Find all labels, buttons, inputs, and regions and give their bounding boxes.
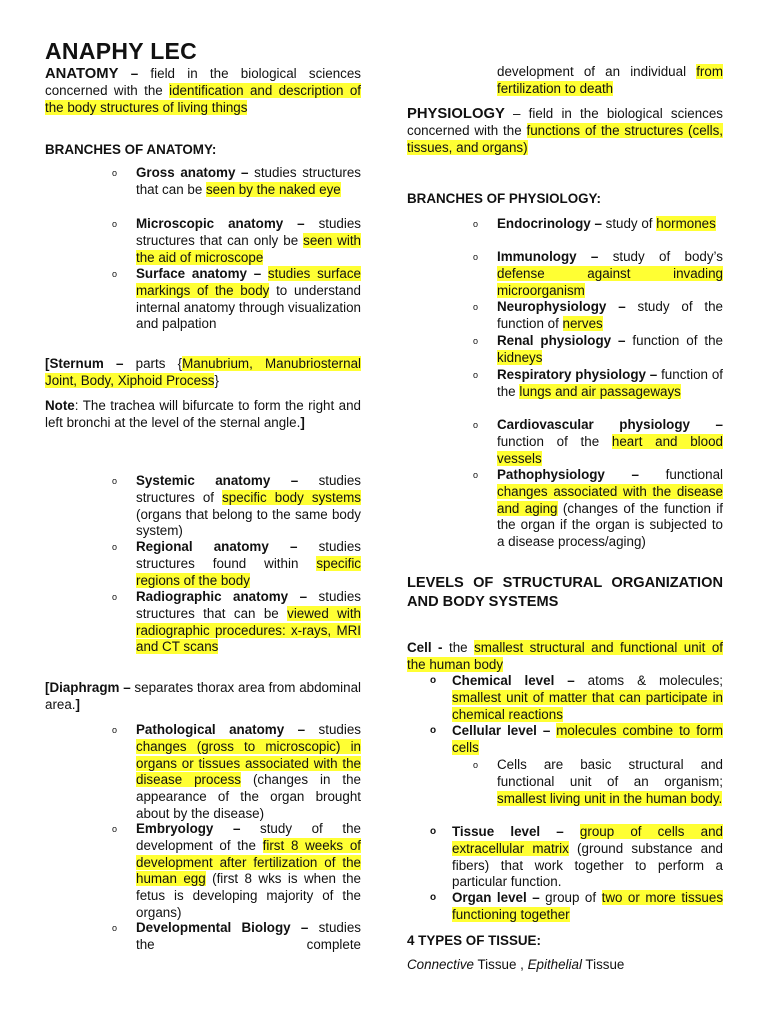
- list-item-chemical-level: [430, 673, 723, 723]
- bullet-icon: o: [112, 923, 118, 933]
- term: Renal physiology –: [497, 333, 626, 348]
- bracket: ]: [75, 696, 80, 712]
- levels-heading: LEVELS OF STRUCTURAL ORGANIZATION AND BODY SYSTEMS: [407, 575, 723, 610]
- term: Endocrinology –: [497, 216, 602, 231]
- physiology-term: PHYSIOLOGY: [407, 106, 505, 122]
- text: (ground substance and fibers) that work together to perform a particular function.: [452, 840, 723, 890]
- text: studies structures that can be: [136, 165, 361, 197]
- highlight: first 8 weeks of development after fertilization of the human egg: [136, 837, 361, 887]
- highlight: Manubrium, Manubriosternal Joint, Body, Xiphoid Process: [45, 356, 362, 388]
- term: Organ level –: [452, 890, 540, 905]
- bullet-icon: o: [473, 470, 479, 480]
- highlight: specific body systems: [222, 489, 361, 505]
- highlight: defense against invading microorganism: [497, 265, 723, 298]
- bullet-icon: o: [112, 269, 118, 279]
- text: separates thorax area from abdominal area.: [45, 680, 361, 712]
- text: (organs that belong to the same body system): [136, 506, 361, 539]
- text: : The trachea will bifurcate to form the right and left bronchi at the level of the sternal angle.: [45, 398, 361, 430]
- text: studies: [305, 722, 361, 737]
- text: – field in the biological sciences concerned with the: [407, 106, 723, 138]
- list-item-immunology: [473, 249, 723, 299]
- highlight: two or more tissues functioning together: [452, 890, 724, 922]
- text: atoms & molecules;: [574, 673, 723, 688]
- list-item-radiographic-anatomy: [112, 589, 361, 656]
- bullet-icon: o: [473, 370, 479, 380]
- highlight: functions of the structures (cells, tissues, and organs): [407, 122, 724, 155]
- list-item-microscopic-anatomy: [112, 216, 361, 266]
- term: Embryology –: [136, 821, 241, 836]
- highlight: seen with the aid of microscope: [136, 232, 361, 265]
- highlight: changes associated with the disease and aging: [497, 483, 723, 516]
- highlight: specific regions of the body: [136, 555, 361, 588]
- term: Cell -: [407, 640, 443, 655]
- bullet-icon: o: [430, 725, 437, 736]
- bullet-icon: o: [112, 824, 118, 834]
- list-item-regional-anatomy: [112, 539, 362, 589]
- list-item-endocrinology: [473, 216, 723, 233]
- text: (changes of the function if the organ if the organ is subjected to a disease process/aging): [497, 500, 723, 550]
- tissue-types-heading: 4 TYPES OF TISSUE:: [407, 933, 541, 948]
- highlight: studies surface markings of the body: [136, 266, 361, 298]
- branches-anatomy-heading: BRANCHES OF ANATOMY:: [45, 142, 217, 157]
- list-item-pathophysiology: [473, 467, 723, 551]
- bullet-icon: o: [112, 725, 118, 735]
- text: studies structures that can only be: [136, 216, 361, 248]
- bullet-icon: o: [112, 592, 118, 602]
- text: (changes in the appearance of the organ brought about by the disease): [136, 772, 361, 821]
- term: Developmental Biology –: [136, 920, 309, 935]
- list-item-respiratory-physiology: [473, 367, 723, 401]
- text: studies structures found within: [136, 539, 362, 571]
- epithelial-label: Epithelial: [527, 957, 582, 972]
- highlight: kidneys: [497, 349, 543, 365]
- term: Neurophysiology –: [497, 299, 626, 314]
- text: }: [214, 372, 219, 388]
- term: Pathophysiology –: [497, 467, 639, 482]
- list-item-cellular-level: [430, 723, 723, 757]
- term: Pathological anatomy –: [136, 722, 306, 737]
- diaphragm-note: [45, 680, 361, 714]
- bullet-icon: o: [430, 675, 437, 686]
- text: function of the: [497, 367, 723, 399]
- text: (first 8 wks is when the fetus is developing majority of the organs): [136, 871, 361, 920]
- text: study of: [601, 216, 657, 231]
- anatomy-term: ANATOMY: [45, 66, 119, 82]
- term: Regional anatomy –: [136, 539, 298, 554]
- text: functional: [639, 467, 723, 482]
- term: Microscopic anatomy –: [136, 216, 305, 231]
- bullet-icon: o: [473, 336, 479, 346]
- list-item-gross-anatomy: [112, 165, 361, 199]
- highlight: smallest structural and functional unit of the human body: [407, 640, 724, 672]
- bullet-icon: o: [430, 892, 437, 903]
- text: Tissue ,: [474, 957, 528, 972]
- highlight: molecules combine to form cells: [452, 723, 723, 755]
- text: studies structures of: [136, 473, 361, 505]
- cell-definition: [407, 640, 723, 674]
- highlight: from fertilization to death: [497, 64, 723, 96]
- list-item-embryology: [112, 821, 361, 922]
- highlight: heart and blood vessels: [497, 433, 723, 466]
- connective-label: Connective: [407, 957, 474, 972]
- text: [564, 824, 580, 839]
- highlight: seen by the naked eye: [205, 181, 341, 197]
- text: to understand internal anatomy through visualization and palpation: [136, 282, 361, 332]
- term: Radiographic anatomy –: [136, 589, 308, 604]
- note-label: Note: [45, 398, 75, 413]
- bullet-icon: o: [112, 476, 118, 486]
- bracket: ]: [300, 414, 305, 430]
- text: function of the: [497, 433, 612, 449]
- highlight: smallest living unit in the human body.: [497, 790, 723, 806]
- text: study of the development of the: [136, 821, 361, 853]
- term: Immunology –: [497, 249, 599, 264]
- term: Cardiovascular physiology –: [497, 417, 723, 432]
- list-item-surface-anatomy: [112, 266, 361, 333]
- text: studies the complete: [136, 920, 361, 952]
- text: study of body’s: [598, 249, 723, 264]
- bullet-icon: o: [430, 826, 437, 837]
- sternum-label: [Sternum: [45, 356, 104, 371]
- bullet-icon: o: [112, 542, 118, 552]
- text: function of the: [625, 333, 723, 348]
- text: development of an individual: [497, 64, 697, 79]
- term: Chemical level –: [452, 673, 575, 688]
- term: Surface anatomy –: [136, 266, 262, 281]
- highlight: hormones: [656, 216, 716, 231]
- text: study of the function of: [497, 299, 723, 331]
- highlight: lungs and air passageways: [519, 383, 681, 399]
- bullet-icon: o: [112, 219, 118, 229]
- anatomy-highlight: identification and description of the body structures of living things: [45, 82, 361, 115]
- list-item-systemic-anatomy: [112, 473, 361, 540]
- term: Tissue level –: [452, 824, 564, 839]
- highlight: group of cells and extracellular matrix: [452, 824, 723, 856]
- text: parts {: [135, 356, 183, 371]
- bullet-icon: o: [473, 420, 479, 430]
- bullet-icon: o: [473, 302, 479, 312]
- list-item-neurophysiology: [473, 299, 723, 333]
- bullet-icon: o: [473, 760, 479, 770]
- term: Cellular level –: [452, 723, 551, 738]
- term: Gross anatomy –: [136, 165, 249, 180]
- term: Respiratory physiology –: [497, 367, 658, 382]
- text: group of: [539, 890, 602, 905]
- text: studies structures that can be: [136, 589, 361, 621]
- page-title: ANAPHY LEC: [45, 38, 198, 64]
- developmental-biology-continued: [497, 64, 723, 98]
- branches-physiology-heading: BRANCHES OF PHYSIOLOGY:: [407, 191, 601, 206]
- text: Cells are basic structural and functional unit of an organism;: [497, 757, 723, 789]
- bullet-icon: o: [473, 252, 479, 262]
- list-item-tissue-level: [430, 824, 723, 891]
- diaphragm-label: [Diaphragm –: [45, 680, 131, 695]
- list-item-developmental-biology: [112, 920, 361, 954]
- highlight: viewed with radiographic procedures: x-rays, MRI and CT scans: [136, 605, 361, 655]
- highlight: smallest unit of matter that can participate in chemical reactions: [452, 689, 723, 722]
- highlight: changes (gross to microscopic) in organs or tissues associated with the disease process: [136, 738, 361, 788]
- list-item-cells-sub: [473, 757, 723, 807]
- physiology-definition: [407, 106, 723, 156]
- dash: –: [103, 356, 136, 371]
- bullet-icon: o: [112, 168, 118, 178]
- anatomy-definition: [45, 66, 361, 116]
- anatomy-text: field in the biological sciences concerned with the: [45, 66, 362, 98]
- dash: –: [118, 66, 151, 81]
- sternum-note: [45, 356, 361, 390]
- trachea-note: [45, 398, 361, 432]
- list-item-renal-physiology: [473, 333, 723, 367]
- list-item-cardiovascular-physiology: [473, 417, 723, 467]
- list-item-organ-level: [430, 890, 724, 924]
- text: the: [442, 640, 475, 655]
- highlight: nerves: [562, 315, 603, 331]
- list-item-pathological-anatomy: [112, 722, 361, 823]
- tissue-types-list: [407, 957, 723, 974]
- text: Tissue: [581, 957, 625, 972]
- bullet-icon: o: [473, 219, 479, 229]
- term: Systemic anatomy –: [136, 473, 299, 488]
